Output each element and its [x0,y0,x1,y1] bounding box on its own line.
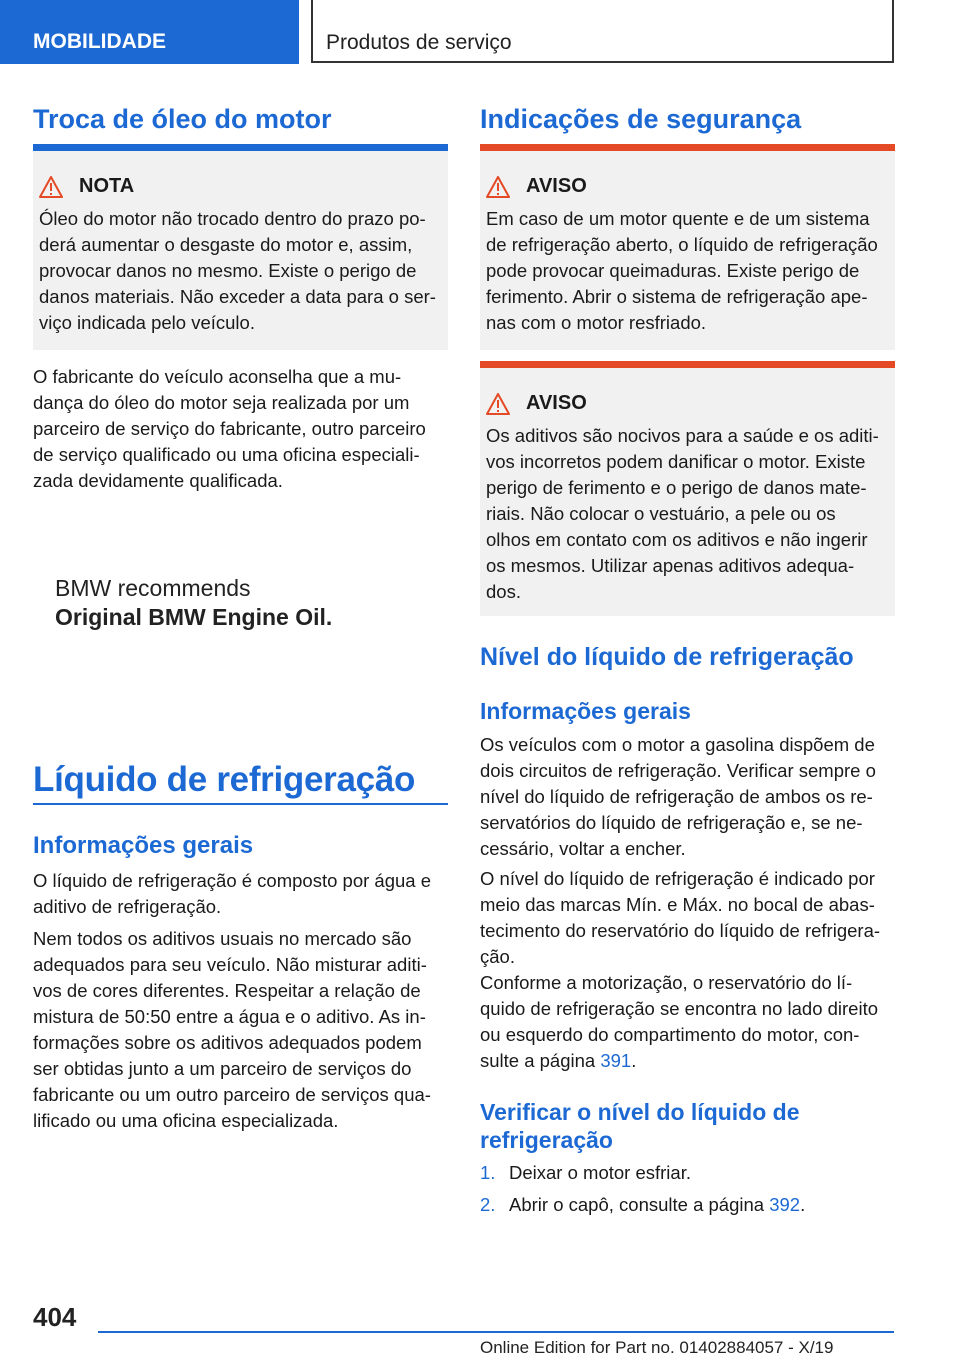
warning-triangle-icon [486,176,510,198]
level-p1: Os veículos com o motor a gasolina dispõem de dois circuitos de refrigeração. Verificar sempre o nível do líquido de refrigeração de ambos os re- servatórios do líquido de refrigeração e, se ne- cessário, voltar a encher. [480,734,876,859]
oil-change-paragraph: O fabricante do veículo aconselha que a mu- dança do óleo do motor seja realizada por um parceiro de serviço do fabricante, outro parceiro de serviço qualificado ou uma oficina especiali- zada devidamente qualificada. [33,366,426,491]
coolant-level-title: Nível do líquido de refrigeração [480,643,854,671]
step-number: 2. [480,1194,496,1215]
warning-title-1 [486,175,887,198]
bmw-oil-banner [55,574,332,632]
list-item [480,1160,895,1186]
page-link-392[interactable]: 392 [769,1194,801,1215]
step-text-main: Abrir o capô, consulte a página [509,1194,770,1215]
footer-edition: Online Edition for Part no. 01402884057 - X/19 [480,1338,834,1357]
coolant-title-rule [33,803,448,805]
safety-title: Indicações de segurança [480,104,802,134]
level-p3 [480,970,895,1074]
coolant-p1: O líquido de refrigeração é composto por água e aditivo de refrigeração. [33,870,431,917]
oil-change-title: Troca de óleo do motor [33,104,332,134]
warning-text-1: Em caso de um motor quente e de um sistema de refrigeração aberto, o líquido de refrigeração pode provocar queimaduras. Existe perigo de ferimento. Abrir o sistema de refrigeração ape- nas com o motor resfriado. [486,208,878,333]
chapter-tab [0,0,299,64]
step-text-main: Deixar o motor esfriar. [509,1162,691,1183]
warning-text-2: Os aditivos são nocivos para a saúde e os aditi- vos incorretos podem danificar o motor. Existe perigo de ferimento e o perigo de danos mate- riais. Não colocar o vestuário, a pele ou os olhos em contato com os aditivos e não ingerir os mesmos. Utilizar apenas aditivos adequa- dos. [486,425,879,602]
level-general-heading: Informações gerais [480,698,691,724]
section-label: Produtos de serviço [326,31,512,54]
footer-rule [98,1331,894,1333]
coolant-general-heading: Informações gerais [33,832,254,859]
warning-triangle-icon [486,393,510,415]
step-text [509,1160,691,1186]
level-p3-text: Conforme a motorização, o reservatório do lí- quido de refrigeração se encontra no lado direito ou esquerdo do compartimento do motor, con- sulte a página [480,972,879,1071]
check-level-heading: Verificar o nível do líquido de refrigeração [480,1099,800,1153]
banner-line-2: Original BMW Engine Oil. [55,604,333,630]
warning-callout-1 [480,144,895,350]
page-number: 404 [33,1302,77,1332]
note-callout [33,144,448,350]
page-link-391[interactable]: 391 [600,1050,632,1071]
list-item [480,1192,895,1218]
step-text [509,1192,805,1218]
step-number: 1. [480,1162,496,1183]
note-title [39,175,440,198]
coolant-p2: Nem todos os aditivos usuais no mercado são adequados para seu veículo. Não misturar aditi- vos de cores diferentes. Respeitar a relação de mistura de 50:50 entre a água e o aditivo. As in- formações sobre os aditivos adequados podem ser obtidas junto a um parceiro de serviços do fabricante ou um outro parceiro de serviços qua- lificado ou uma oficina especializada. [33,928,431,1131]
level-p2: O nível do líquido de refrigeração é indicado por meio das marcas Mín. e Máx. no bocal de abas- tecimento do reservatório do líquido de refrigera- ção. [480,868,881,967]
step-text-end: . [800,1194,806,1215]
warning-label-2: AVISO [526,392,587,414]
level-p3-end: . [631,1050,637,1071]
warning-label-1: AVISO [526,175,587,197]
warning-callout-2 [480,361,895,616]
section-header [311,0,894,63]
banner-line-1: BMW recommends [55,575,251,601]
warning-title-2 [486,392,887,415]
warning-triangle-icon [39,176,63,198]
chapter-label: MOBILIDADE [33,30,166,53]
note-text: Óleo do motor não trocado dentro do prazo po- derá aumentar o desgaste do motor e, assim, provocar danos no mesmo. Existe o perigo de danos materiais. Não exceder a data para o ser- viço indicada pelo veículo. [39,208,436,333]
note-label: NOTA [79,175,135,197]
coolant-title: Líquido de refrigeração [33,760,416,799]
check-steps-list [480,1160,895,1224]
